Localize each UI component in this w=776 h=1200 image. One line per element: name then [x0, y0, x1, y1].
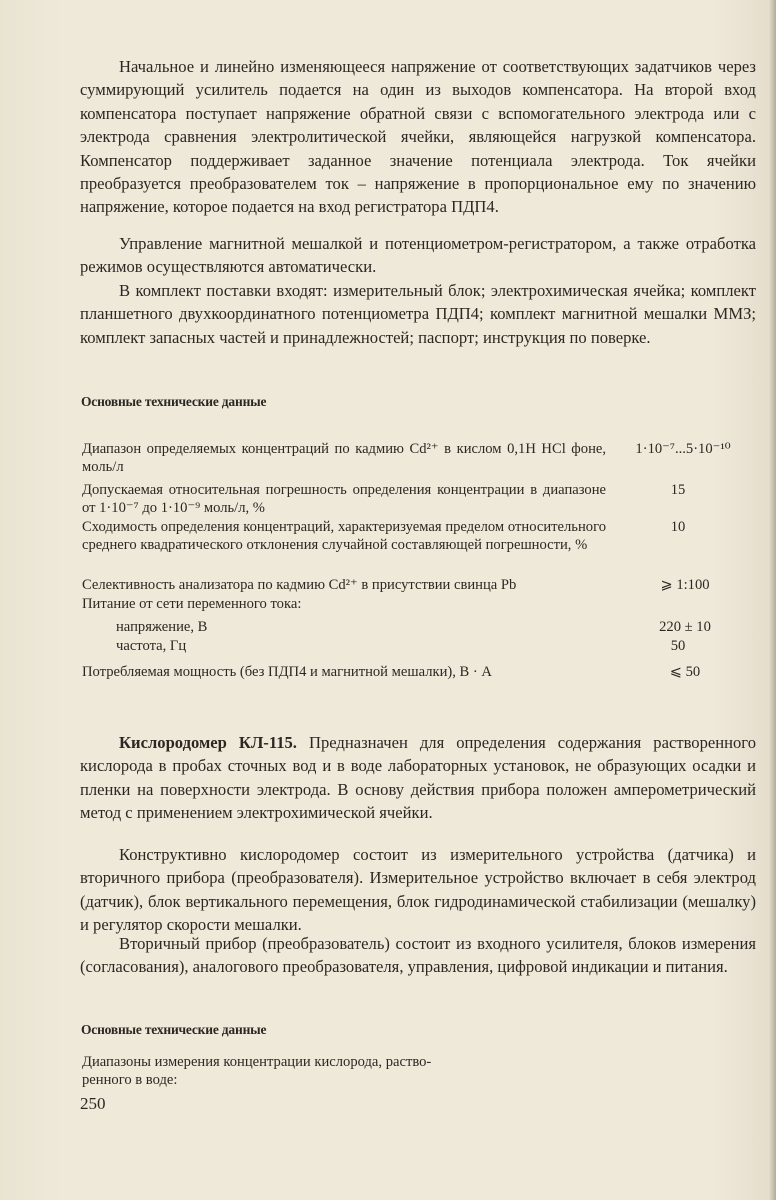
spec-convergence-label: Сходимость определения концентраций, характеризуемая пределом относительного среднего квадратического отклонения случайной составляющей погрешности, %	[82, 519, 606, 554]
spec-voltage-value: 220 ± 10	[659, 619, 711, 635]
spec-selectivity-value: ⩾ 1:100	[660, 577, 710, 593]
paragraph-oxygen-meter-design: Конструктивно кислородомер состоит из измерительного устройства (датчика) и вторичного прибора (преобразователя). Измерительное устройство включает в себя электрод (датчик), блок вертикального перемещения, блок гидродинамической стабилизации (мешалку) и регулятор скорости мешалки.	[80, 845, 756, 935]
spec-oxygen-range-line2: ренного в воде:	[82, 1072, 178, 1088]
spec-concentration-range-value: 1·10⁻⁷...5·10⁻¹⁰	[635, 441, 731, 457]
spec-voltage-label: напряжение, В	[116, 619, 208, 635]
spec-consumption-label: Потребляемая мощность (без ПДП4 и магнитной мешалки), В · А	[82, 664, 492, 680]
spec-power-label: Питание от сети переменного тока:	[82, 596, 302, 612]
page-number: 250	[80, 1094, 106, 1113]
paragraph-control: Управление магнитной мешалкой и потенциометром-регистратором, а также отработка режимов осуществляются автоматически.	[80, 234, 756, 277]
spec-oxygen-range-line1: Диапазоны измерения концентрации кислорода, раство-	[82, 1054, 432, 1070]
spec-selectivity-label: Селективность анализатора по кадмию Cd²⁺ в присутствии свинца Pb	[82, 577, 517, 593]
paragraph-compensator: Начальное и линейно изменяющееся напряжение от соответствующих задатчиков через суммирующий усилитель подается на один из выходов компенсатора. На второй вход компенсатора поступает напряжение обратной связи с вспомогательного электрода или с электрода сравнения электролитической ячейки, являющейся нагрузкой компенсатора. Компенсатор поддерживает заданное значение потенциала электрода. Ток ячейки преобразуется преобразователем ток – напряжение в пропорциональное ему по значению напряжение, которое подается на вход регистратора ПДП4.	[80, 57, 756, 217]
spec-error-value: 15	[670, 482, 686, 498]
paragraph-oxygen-meter-intro	[80, 731, 756, 825]
spec-error-label: Допускаемая относительная погрешность определения концентрации в диапазоне от 1·10⁻⁷ до 1·10⁻⁹ моль/л, %	[82, 482, 606, 517]
section-heading-technical-data: Основные технические данные	[81, 394, 267, 409]
spec-convergence-value: 10	[670, 519, 686, 535]
oxygen-meter-title: Кислородомер КЛ-115.	[119, 733, 297, 752]
spec-frequency-value: 50	[670, 638, 686, 654]
spec-consumption-value: ⩽ 50	[669, 664, 701, 680]
spec-concentration-range-label: Диапазон определяемых концентраций по кадмию Cd²⁺ в кислом 0,1Н HCl фоне, моль/л	[82, 441, 606, 476]
spec-frequency-label: частота, Гц	[116, 638, 187, 654]
paragraph-secondary-device: Вторичный прибор (преобразователь) состоит из входного усилителя, блоков измерения (согласования), аналогового преобразователя, управления, цифровой индикации и питания.	[80, 934, 756, 977]
oxygen-meter-description: Предназначен для определения содержания растворенного кислорода в пробах сточных вод и в воде лабораторных установок, не образующих осадки и пленки на поверхности электрода. В основу действия прибора положен амперометрический метод с применением электрохимической ячейки.	[80, 733, 756, 823]
paragraph-delivery-set: В комплект поставки входят: измерительный блок; электрохимическая ячейка; комплект планшетного двухкоординатного потенциометра ПДП4; комплект магнитной мешалки ММЗ; комплект запасных частей и принадлежностей; паспорт; инструкция по поверке.	[80, 281, 756, 347]
section-heading-technical-data-2: Основные технические данные	[81, 1022, 267, 1037]
